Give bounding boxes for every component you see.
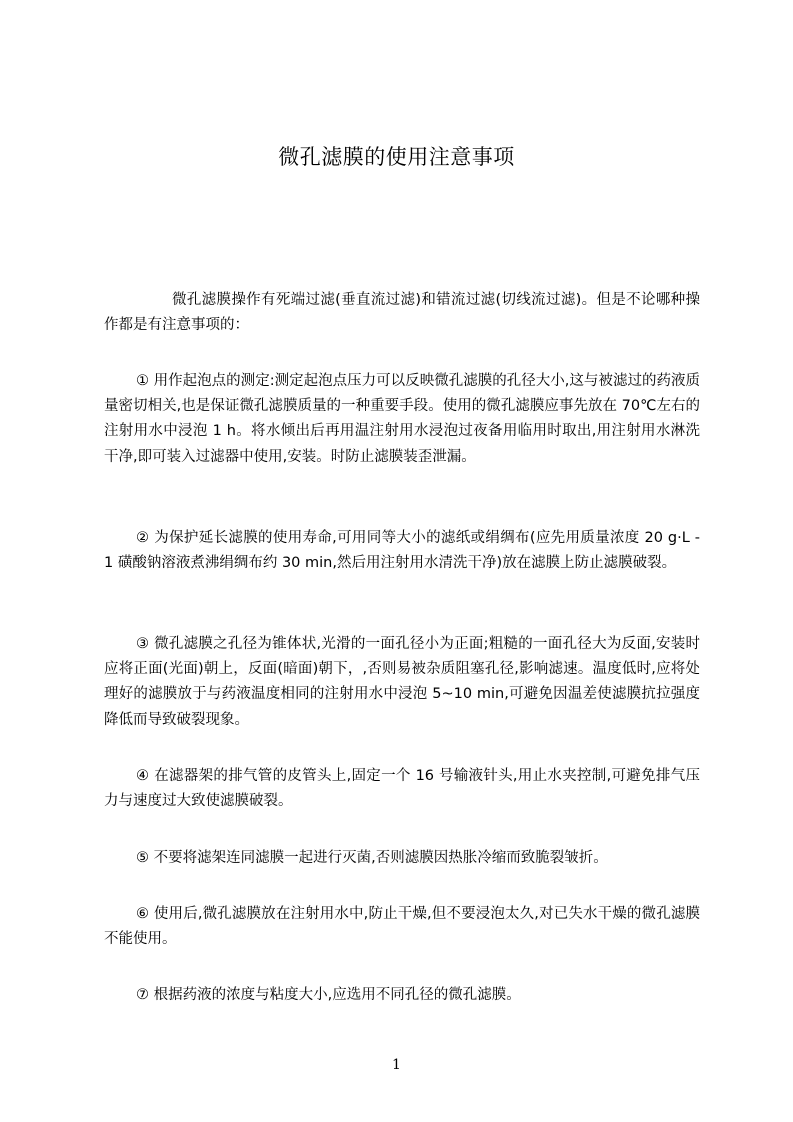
- note-item-1: ① 用作起泡点的测定:测定起泡点压力可以反映微孔滤膜的孔径大小,这与被滤过的药液质量密切相关,也是保证微孔滤膜质量的一种重要手段。使用的微孔滤膜应事先放在 70℃左右的注射用水中浸泡 1 h。将水倾出后再用温注射用水浸泡过夜备用临用时取出,用注射用水淋洗干净,即可装入过滤器中使用,安装。时防止滤膜装歪泄漏。: [104, 373, 700, 465]
- intro-paragraph: 微孔滤膜操作有死端过滤(垂直流过滤)和错流过滤(切线流过滤)。但是不论哪种操作都是有注意事项的：: [104, 292, 700, 334]
- page-number: 1: [392, 1057, 401, 1073]
- note-item-6: ⑥ 使用后,微孔滤膜放在注射用水中,防止干燥,但不要浸泡太久,对已失水干燥的微孔滤膜不能使用。: [104, 906, 700, 948]
- note-item-7: ⑦ 根据药液的浓度与粘度大小,应选用不同孔径的微孔滤膜。: [136, 987, 521, 1003]
- note-item-4: ④ 在滤器架的排气管的皮管头上,固定一个 16 号输液针头,用止水夹控制,可避免排气压力与速度过大致使滤膜破裂。: [104, 768, 700, 810]
- note-item-3: ③ 微孔滤膜之孔径为锥体状,光滑的一面孔径小为正面;粗糙的一面孔径大为反面,安装时应将正面(光面)朝上，反面(暗面)朝下，,否则易被杂质阻塞孔径,影响滤速。温度低时,应将处理好的滤膜放于与药液温度相同的注射用水中浸泡 5~10 min,可避免因温差使滤膜抗拉强度降低而导致破裂现象。: [104, 636, 700, 728]
- note-item-2: ② 为保护延长滤膜的使用寿命,可用同等大小的滤纸或绢绸布(应先用质量浓度 20 g·L - 1 磺酸钠溶液煮沸绢绸布约 30 min,然后用注射用水清洗干净)放在滤膜上防止滤膜破裂。: [104, 530, 700, 572]
- note-item-5: ⑤ 不要将滤架连同滤膜一起进行灭菌,否则滤膜因热胀冷缩而致脆裂皱折。: [136, 850, 608, 866]
- document-title: 微孔滤膜的使用注意事项: [278, 145, 515, 169]
